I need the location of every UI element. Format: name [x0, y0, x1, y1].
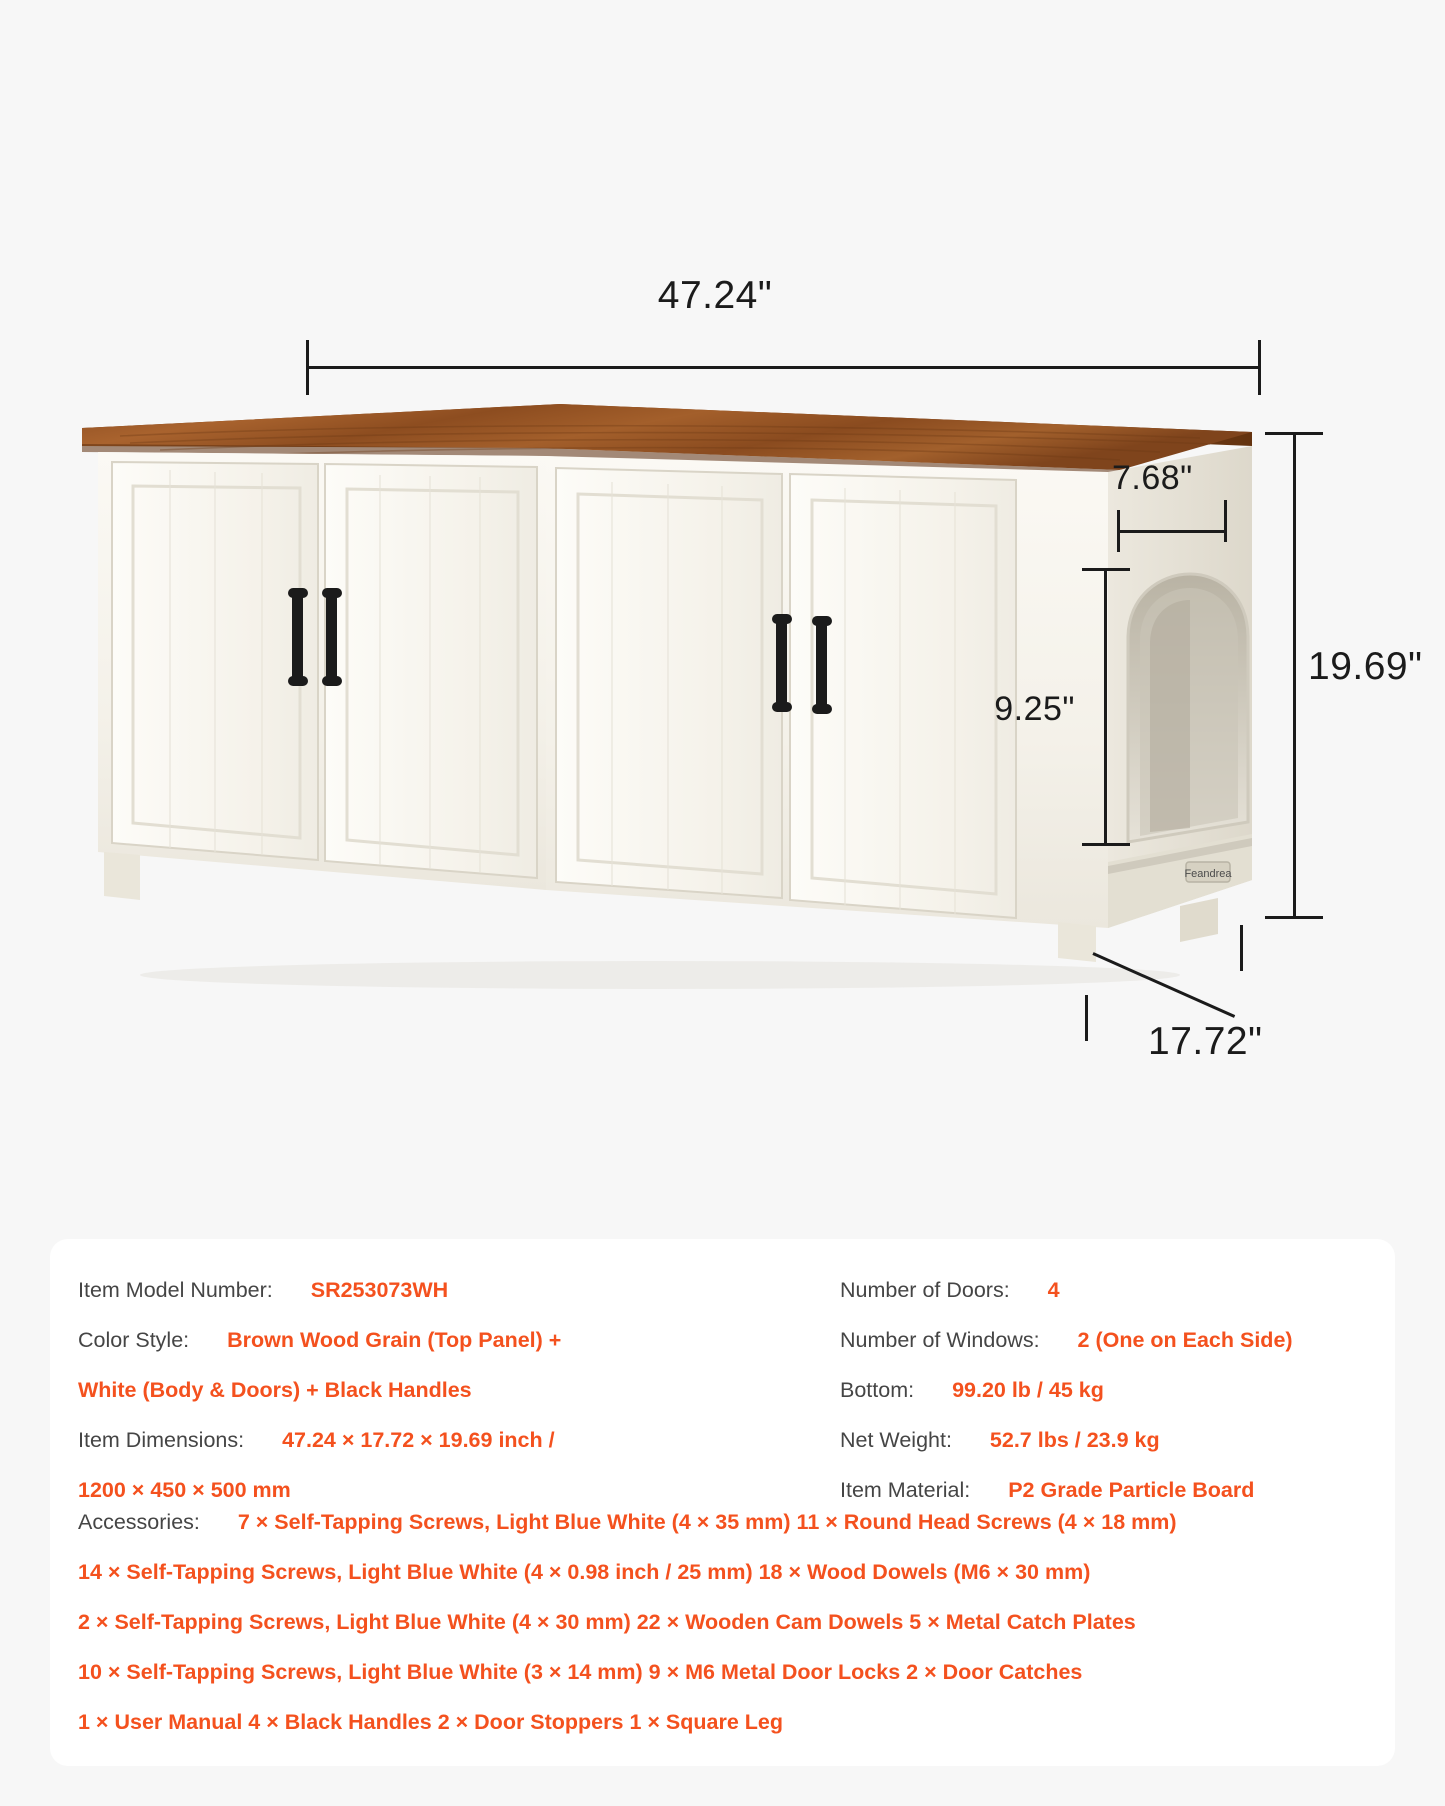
window-height-dimension-label: 9.25" — [994, 690, 1075, 728]
height-dimension-label: 19.69" — [1308, 645, 1423, 688]
spec-value: SR253073WH — [310, 1278, 449, 1302]
accessories-first-line — [78, 1497, 1378, 1547]
accessories-block — [78, 1497, 1378, 1747]
svg-text:Feandrea: Feandrea — [1184, 868, 1232, 880]
accessories-line-row — [78, 1697, 1378, 1747]
spec-label: Net Weight: — [840, 1428, 952, 1452]
accessories-label: Accessories: — [78, 1510, 200, 1534]
spec-label: Item Material: — [840, 1478, 971, 1502]
spec-column-right — [840, 1265, 1400, 1515]
depth-dimension-cap-front — [1085, 995, 1088, 1041]
window-width-dimension-label: 7.68" — [1112, 459, 1193, 497]
window-height-cap-top — [1082, 568, 1130, 571]
accessories-line: 1 × User Manual 4 × Black Handles 2 × Door Stoppers 1 × Square Leg — [78, 1710, 783, 1734]
spec-label: Number of Windows: — [840, 1328, 1040, 1352]
accessories-line: 2 × Self-Tapping Screws, Light Blue White (4 × 30 mm) 22 × Wooden Cam Dowels 5 × Metal Catch Plates — [78, 1610, 1136, 1634]
spec-label: Color Style: — [78, 1328, 190, 1352]
width-dimension-label: 47.24" — [657, 274, 773, 317]
spec-row — [78, 1415, 738, 1465]
spec-row — [78, 1365, 738, 1415]
depth-dimension-cap-back — [1240, 925, 1243, 971]
window-width-dimension-line — [1117, 530, 1227, 533]
spec-row — [840, 1265, 1400, 1315]
accessories-line-row — [78, 1597, 1378, 1647]
height-dimension-cap-bottom — [1265, 916, 1323, 919]
window-height-cap-bottom — [1082, 843, 1130, 846]
spec-row — [840, 1365, 1400, 1415]
height-dimension-line — [1293, 432, 1296, 919]
spec-value: 52.7 lbs / 23.9 kg — [989, 1428, 1160, 1452]
width-dimension-cap-left — [306, 340, 309, 395]
spec-value: P2 Grade Particle Board — [1008, 1478, 1255, 1502]
window-width-cap-right — [1224, 500, 1227, 542]
height-dimension-cap-top — [1265, 432, 1323, 435]
spec-row — [78, 1265, 738, 1315]
accessories-line-row — [78, 1547, 1378, 1597]
spec-value: 47.24 × 17.72 × 19.69 inch / — [282, 1428, 555, 1452]
spec-label: Item Model Number: — [78, 1278, 273, 1302]
width-dimension-line — [306, 366, 1261, 369]
accessories-line-row — [78, 1647, 1378, 1697]
spec-row — [840, 1415, 1400, 1465]
spec-label: Number of Doors: — [840, 1278, 1010, 1302]
spec-row — [78, 1315, 738, 1365]
window-height-dimension-line — [1104, 568, 1107, 846]
specification-card — [50, 1239, 1395, 1766]
spec-label: Item Dimensions: — [78, 1428, 245, 1452]
accessories-line: 10 × Self-Tapping Screws, Light Blue White (3 × 14 mm) 9 × M6 Metal Door Locks 2 × Door Catches — [78, 1660, 1083, 1684]
spec-value: 2 (One on Each Side) — [1077, 1328, 1293, 1352]
depth-dimension-label: 17.72" — [1148, 1020, 1263, 1063]
spec-value: 4 — [1047, 1278, 1060, 1302]
width-dimension-cap-right — [1258, 340, 1261, 395]
spec-value: White (Body & Doors) + Black Handles — [78, 1378, 472, 1402]
accessories-line: 7 × Self-Tapping Screws, Light Blue White (4 × 35 mm) 11 × Round Head Screws (4 × 18 mm) — [237, 1510, 1177, 1534]
window-width-cap-left — [1117, 510, 1120, 552]
accessories-line: 14 × Self-Tapping Screws, Light Blue White (4 × 0.98 inch / 25 mm) 18 × Wood Dowels (M6 × 30 mm) — [78, 1560, 1091, 1584]
spec-row — [840, 1315, 1400, 1365]
spec-value: 1200 × 450 × 500 mm — [78, 1478, 291, 1502]
spec-value: Brown Wood Grain (Top Panel) + — [227, 1328, 562, 1352]
spec-column-left — [78, 1265, 738, 1515]
spec-value: 99.20 lb / 45 kg — [952, 1378, 1104, 1402]
spec-label: Bottom: — [840, 1378, 915, 1402]
